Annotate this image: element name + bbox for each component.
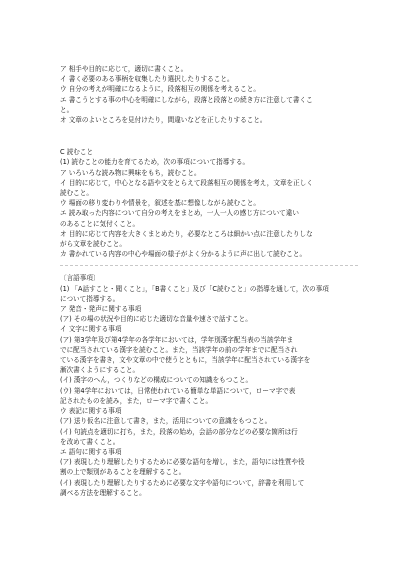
text-line: (イ) 句読点を適切に打ち，また，段落の始め，会話の部分などの必要な箇所は行 xyxy=(60,427,298,436)
text-line: ウ 表記に関する事項 xyxy=(60,407,122,416)
reading-section xyxy=(60,147,358,259)
text-line: エ 読み取った内容について自分の考えをまとめ，一人一人の感じ方について違い xyxy=(60,209,299,218)
text-line: (ア) その場の状況や目的に応じた適切な音量や速さで話すこと。 xyxy=(60,315,252,324)
text-line: (ア) 送り仮名に注意して書き，また，活用についての意識をもつこと。 xyxy=(60,417,272,426)
text-line: ウ 自分の考えが明確になるように，段落相互の関係を考えること。 xyxy=(60,85,260,94)
text-line: を改めて書くこと。 xyxy=(60,437,120,446)
text-line: 調べる方法を理解すること。 xyxy=(60,488,146,497)
text-line: ウ 場面の移り変わりや情景を，叙述を基に想像しながら読むこと。 xyxy=(60,199,260,208)
document-page xyxy=(60,64,358,498)
writing-items-section xyxy=(60,64,358,125)
text-line: (ウ) 第4学年においては，日常使われている簡単な単語について，ローマ字で表 xyxy=(60,386,296,395)
text-line: (ア) 表現したり理解したりするために必要な語句を増し，また，語句には性質や役 xyxy=(60,458,305,467)
text-line: カ 書かれている内容の中心や場面の様子がよく分かるように声に出して読むこと。 xyxy=(60,250,307,259)
text-line: イ 文字に関する事項 xyxy=(60,325,122,334)
section-spacer xyxy=(60,125,358,147)
text-line: でに配当されている漢字を読むこと。また，当該学年の前の学年までに配当され xyxy=(60,345,298,354)
text-line: オ 文章のよいところを見付けたり，間違いなどを正したりすること。 xyxy=(60,116,267,125)
text-line: 読むこと。 xyxy=(60,189,93,198)
text-line: 〔言語事項〕 xyxy=(60,274,100,283)
text-line: のあることに気付くこと。 xyxy=(60,219,140,228)
text-line: (1) 読むことの能力を育てるため，次の事項について指導する。 xyxy=(60,158,250,167)
text-line: (イ) 漢字のへん，つくりなどの構成についての知識をもつこと。 xyxy=(60,376,253,385)
text-line: 記されたものを読み，また，ローマ字で書くこと。 xyxy=(60,396,213,405)
text-line: について指導する。 xyxy=(60,294,120,303)
text-line: イ 目的に応じて，中心となる語や文をとらえて段落相互の関係を考え，文章を正しく xyxy=(60,178,313,187)
text-line: ア いろいろな読み物に興味をもち，読むこと。 xyxy=(60,168,201,177)
text-line: (イ) 表現したり理解したりするために必要な文字や語句について，辞書を利用して xyxy=(60,478,305,487)
text-line: 割の上で類別があることを理解すること。 xyxy=(60,468,186,477)
text-line: エ 書こうとする事の中心を明確にしながら，段落と段落との続き方に注意して書くこ xyxy=(60,95,313,104)
text-line: エ 語句に関する事項 xyxy=(60,447,122,456)
text-line: (1) 「A話すこと・聞くこと」，「B書くこと」及び「C読むこと」の指導を通して，次の事項 xyxy=(60,284,329,293)
text-line: と。 xyxy=(60,105,74,114)
text-line: (ア) 第3学年及び第4学年の各学年においては，学年別漢字配当表の当該学年ま xyxy=(60,335,294,344)
text-line: ア 発音・発声に関する事項 xyxy=(60,305,142,314)
text-line: イ 書く必要のある事柄を収集したり選択したりすること。 xyxy=(60,75,234,84)
text-line: ている漢字を書き，文や文章の中で使うとともに，当該学年に配当されている漢字を xyxy=(60,356,311,365)
language-matters-section xyxy=(60,273,358,497)
text-line: C 読むこと xyxy=(60,148,94,157)
text-line: オ 目的に応じて内容を大きくまとめたり，必要なところは細かい点に注意したりしな xyxy=(60,229,313,238)
text-line: 漸次書くようにすること。 xyxy=(60,366,140,375)
text-line: がら文章を読むこと。 xyxy=(60,240,126,249)
section-divider xyxy=(60,265,358,266)
text-line: ア 相手や目的に応じて，適切に書くこと。 xyxy=(60,65,188,73)
